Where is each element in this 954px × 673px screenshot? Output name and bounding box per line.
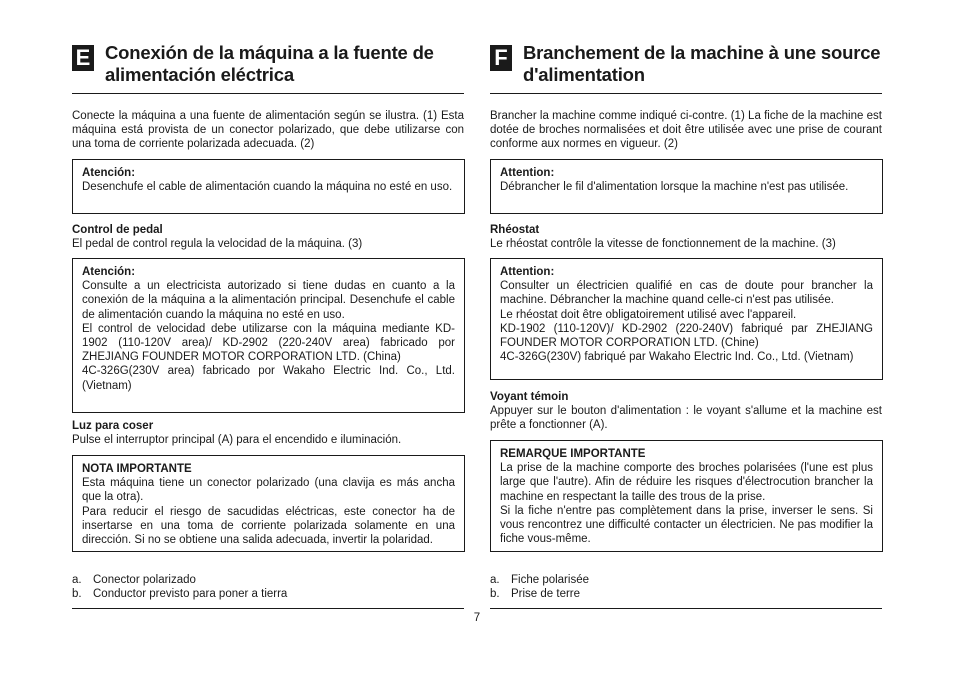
section-title: Branchement de la machine à une source d'alimentation xyxy=(523,42,881,85)
rheostat-text: Le rhéostat contrôle la vitesse de fonctionnement de la machine. (3) xyxy=(490,238,836,251)
intro-text: Conecte la máquina a una fuente de alimentación según se ilustra. (1) Esta máquina está provista de un conector polarizado, que debe utilizarse con una toma de corriente polarizada adecuada. (2) xyxy=(72,110,464,151)
pedal-text: El pedal de control regula la velocidad de la máquina. (3) xyxy=(72,238,363,251)
attention-title: Attention: xyxy=(500,167,555,179)
attention-box xyxy=(490,159,883,214)
pilot-light-title: Voyant témoin xyxy=(490,391,569,403)
attention-title: Atención: xyxy=(82,266,136,278)
attention-line: El control de velocidad debe utilizarse con la máquina mediante KD-1902 (110-120V area)/ KD-2902 (220-240V area) fabricado por ZHEJIANG FOUNDER MOTOR CORPORATION LTD. (China) xyxy=(82,322,455,364)
attention-text: Desenchufe el cable de alimentación cuando la máquina no esté en uso. xyxy=(82,181,453,194)
language-badge: E xyxy=(72,45,94,71)
attention-line: KD-1902 (110-120V)/ KD-2902 (220-240V) fabriqué par ZHEJIANG FOUNDER MOTOR CORPORATION LTD. (Chine) xyxy=(500,322,873,350)
section-heading xyxy=(72,40,464,93)
legend-item: a. Conector polarizado xyxy=(72,574,196,586)
legend-item: b. Prise de terre xyxy=(490,588,581,601)
page-number: 7 xyxy=(473,612,481,624)
important-note-box xyxy=(72,455,465,552)
rheostat-section xyxy=(490,223,882,251)
bottom-rule xyxy=(490,608,882,609)
pedal-section xyxy=(72,223,464,251)
important-note-box xyxy=(490,440,883,552)
spanish-column xyxy=(72,40,464,601)
light-title: Luz para coser xyxy=(72,420,154,432)
note-line: Para reducir el riesgo de sacudidas eléctricas, este conector ha de insertarse en una toma de corriente polarizada solamente en una dirección. Si no se obtiene una salida adecuada, invertir la polaridad. xyxy=(82,505,455,547)
figure-legend xyxy=(72,573,464,601)
legend-item: b. Conductor previsto para poner a tierra xyxy=(72,588,288,601)
note-line: Si la fiche n'entre pas complètement dans la prise, inverser le sens. Si vous rencontrez une difficulté contacter un électricien. Ne pas modifier la fiche vous-même. xyxy=(500,504,873,546)
light-text: Pulse el interruptor principal (A) para el encendido e iluminación. xyxy=(72,434,402,447)
intro-text: Brancher la machine comme indiqué ci-contre. (1) La fiche de la machine est dotée de broches normalisées et doit être utilisée avec une prise de courant conforme aux normes en vigueur. (2) xyxy=(490,110,882,151)
figure-legend xyxy=(490,573,882,601)
pilot-light-section xyxy=(490,390,882,433)
legend-item: a. Fiche polarisée xyxy=(490,574,589,586)
attention-text: Débrancher le fil d'alimentation lorsque la machine n'est pas utilisée. xyxy=(500,181,849,194)
bottom-rule xyxy=(72,608,464,609)
title-rule xyxy=(490,93,882,94)
attention-line: Consulte a un electricista autorizado si tiene dudas en cuanto a la conexión de la máquina a la alimentación principal. Desenchufe el cable de alimentación cuando la máquina no esté en uso. xyxy=(82,280,455,321)
attention-box xyxy=(72,159,465,214)
attention-line: 4C-326G(230V area) fabricado por Wakaho Electric Ind. Co., Ltd. (Vietnam) xyxy=(82,365,455,392)
attention-line: Consulter un électricien qualifié en cas de doute pour brancher la machine. Débrancher la machine quand celle-ci n'est pas utilisée. xyxy=(500,280,873,307)
attention-box-2 xyxy=(490,258,883,380)
attention-line: 4C-326G(230V) fabriqué par Wakaho Electric Ind. Co., Ltd. (Vietnam) xyxy=(500,351,854,364)
attention-title: Attention: xyxy=(500,266,555,278)
section-title: Conexión de la máquina a la fuente de alimentación eléctrica xyxy=(105,42,434,85)
note-line: La prise de la machine comporte des broches polarisées (l'une est plus large que l'autre). Afin de réduire les risques d'électrocution brancher la machine en respectant la taille des trous de la prise. xyxy=(500,462,873,503)
language-badge: F xyxy=(490,45,512,71)
rheostat-title: Rhéostat xyxy=(490,224,540,236)
pilot-light-text: Appuyer sur le bouton d'alimentation : le voyant s'allume et la machine est prête a fonctionner (A). xyxy=(490,405,882,432)
attention-box-2 xyxy=(72,258,465,413)
note-title: REMARQUE IMPORTANTE xyxy=(500,448,646,460)
attention-line: Le rhéostat doit être obligatoirement utilisé avec l'appareil. xyxy=(500,308,797,321)
light-section xyxy=(72,419,464,447)
note-line: Esta máquina tiene un conector polarizado (una clavija es más ancha que la otra). xyxy=(82,477,455,504)
note-title: NOTA IMPORTANTE xyxy=(82,463,192,475)
attention-title: Atención: xyxy=(82,167,136,179)
pedal-title: Control de pedal xyxy=(72,224,163,236)
title-rule xyxy=(72,93,464,94)
section-heading xyxy=(490,40,882,93)
french-column xyxy=(490,40,882,601)
